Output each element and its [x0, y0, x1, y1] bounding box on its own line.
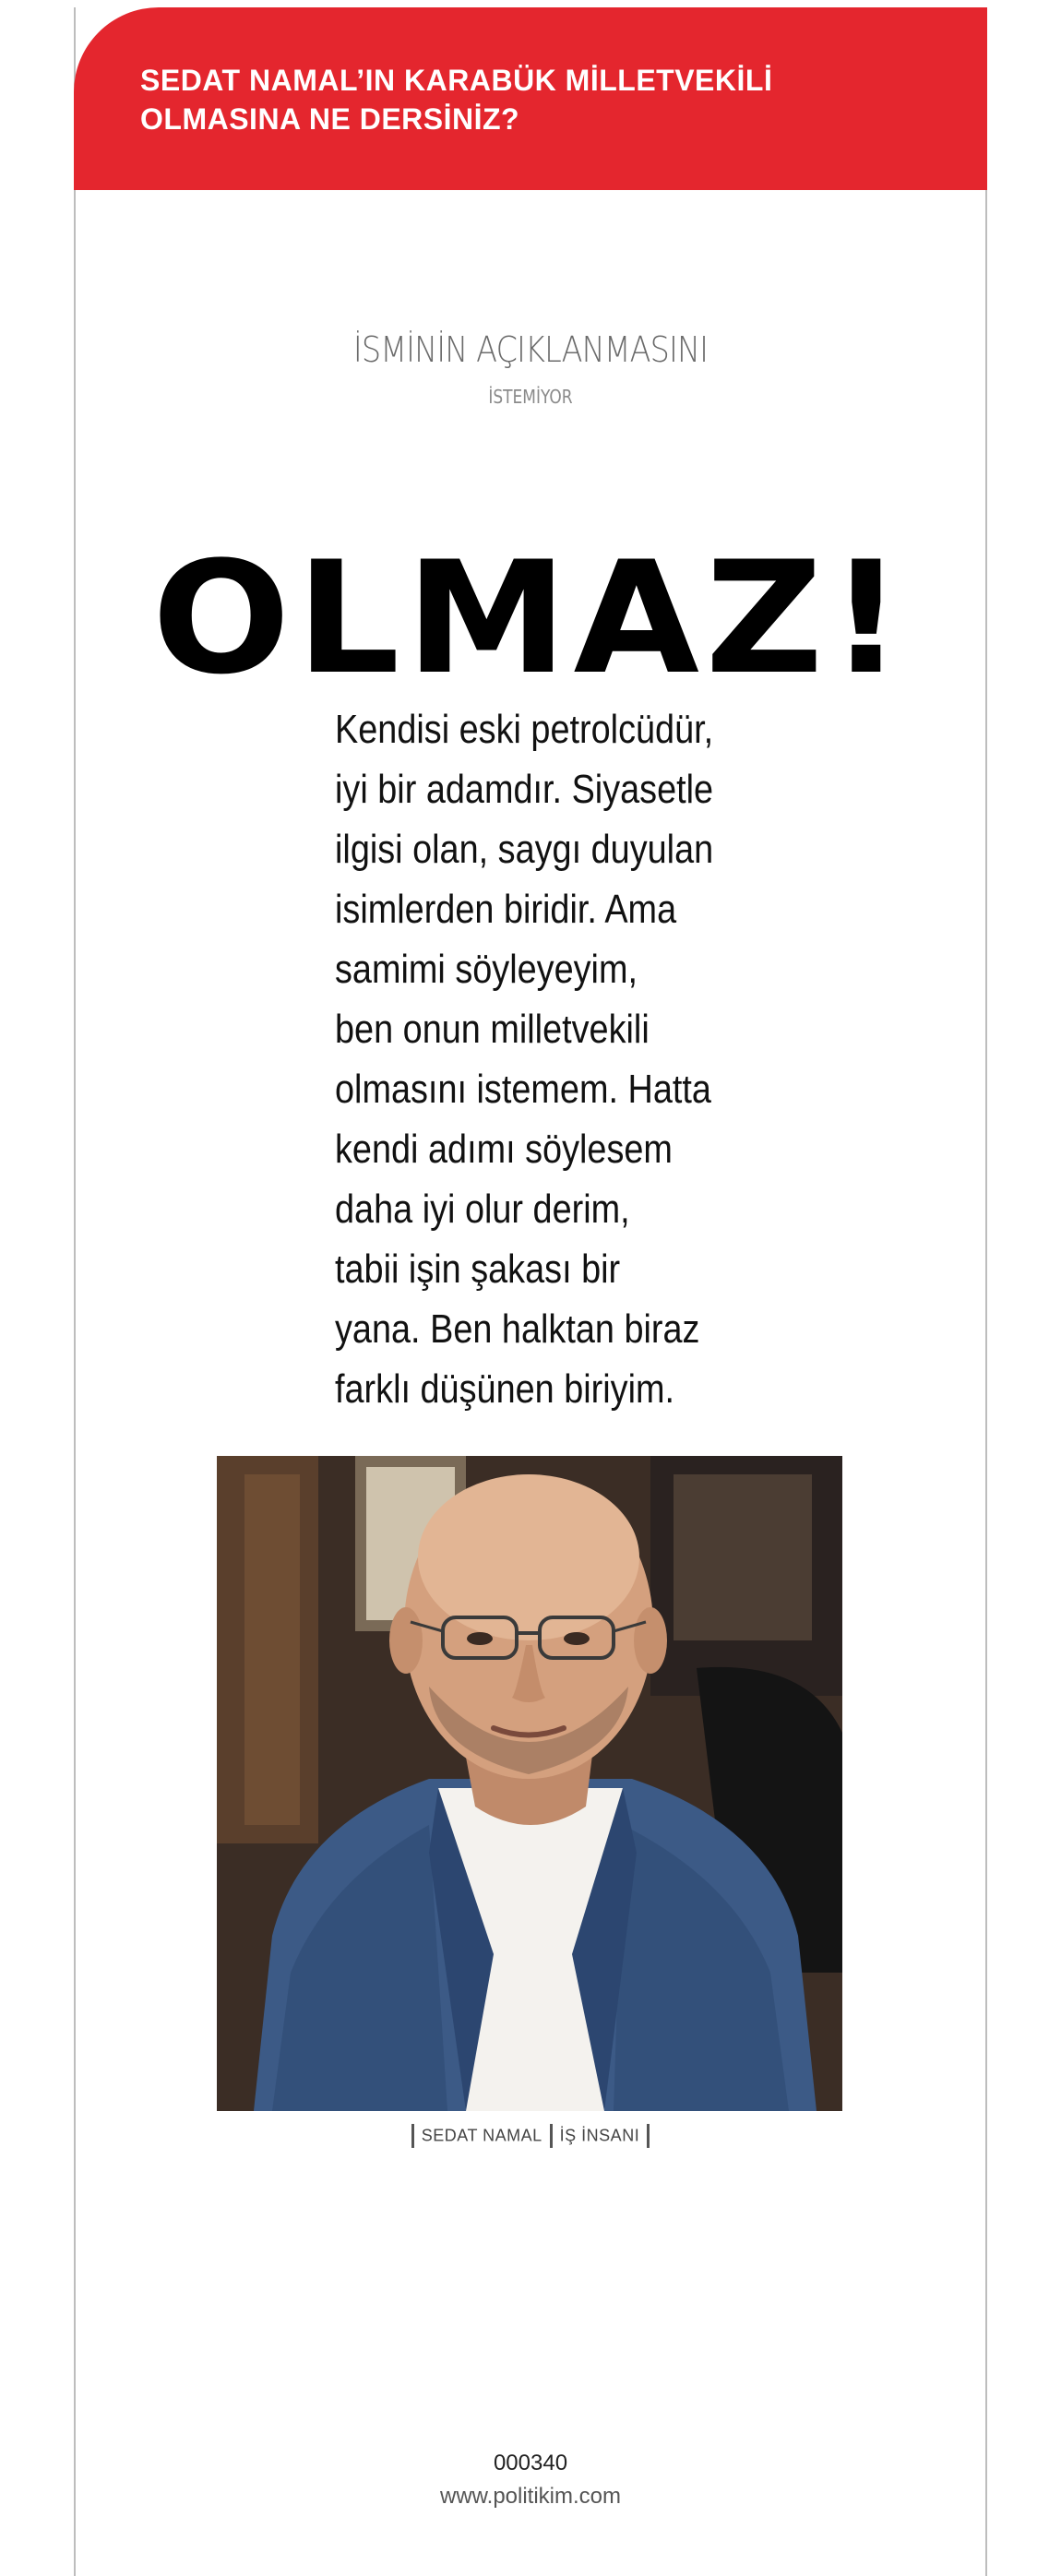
- quote-line: kendi adımı söylesem: [335, 1127, 673, 1172]
- quote-line: ben onun milletvekili: [335, 1007, 650, 1052]
- respondent-quote: [335, 699, 747, 1419]
- quote-line: tabii işin şakası bir: [335, 1246, 621, 1292]
- caption-divider: [411, 2124, 414, 2148]
- quote-line: yana. Ben halktan biraz: [335, 1306, 700, 1352]
- caption-divider: [550, 2124, 553, 2148]
- quote-line: farklı düşünen biriyim.: [335, 1366, 675, 1412]
- site-url: www.politikim.com: [439, 2484, 622, 2509]
- portrait-photo: [217, 1456, 842, 2111]
- portrait-illustration: [217, 1456, 842, 2111]
- question-title-line-2: OLMASINA NE DERSİNİZ?: [140, 102, 520, 136]
- quote-line: isimlerden biridir. Ama: [335, 887, 677, 932]
- quote-line: ilgisi olan, saygı duyulan: [335, 827, 714, 872]
- quote-line: daha iyi olur derim,: [335, 1187, 630, 1232]
- photo-caption: [0, 2124, 1061, 2148]
- anonymous-label: İSMİNİN AÇIKLANMASINI: [352, 329, 709, 370]
- caption-name: SEDAT NAMAL: [421, 2126, 542, 2145]
- question-title-line-1: SEDAT NAMAL’IN KARABÜK MİLLETVEKİLİ: [140, 64, 773, 97]
- answer-verdict: OLMAZ!: [151, 528, 910, 709]
- anonymous-sublabel: İSTEMİYOR: [488, 386, 573, 408]
- quote-line: olmasını istemem. Hatta: [335, 1067, 711, 1112]
- quote-line: Kendisi eski petrolcüdür,: [335, 707, 714, 752]
- quote-line: iyi bir adamdır. Siyasetle: [335, 767, 714, 812]
- quote-line: samimi söyleyeyim,: [335, 947, 638, 992]
- reference-code: 000340: [493, 2451, 568, 2475]
- caption-divider: [647, 2124, 650, 2148]
- caption-role: İŞ İNSANI: [559, 2126, 640, 2145]
- question-header: [74, 7, 987, 190]
